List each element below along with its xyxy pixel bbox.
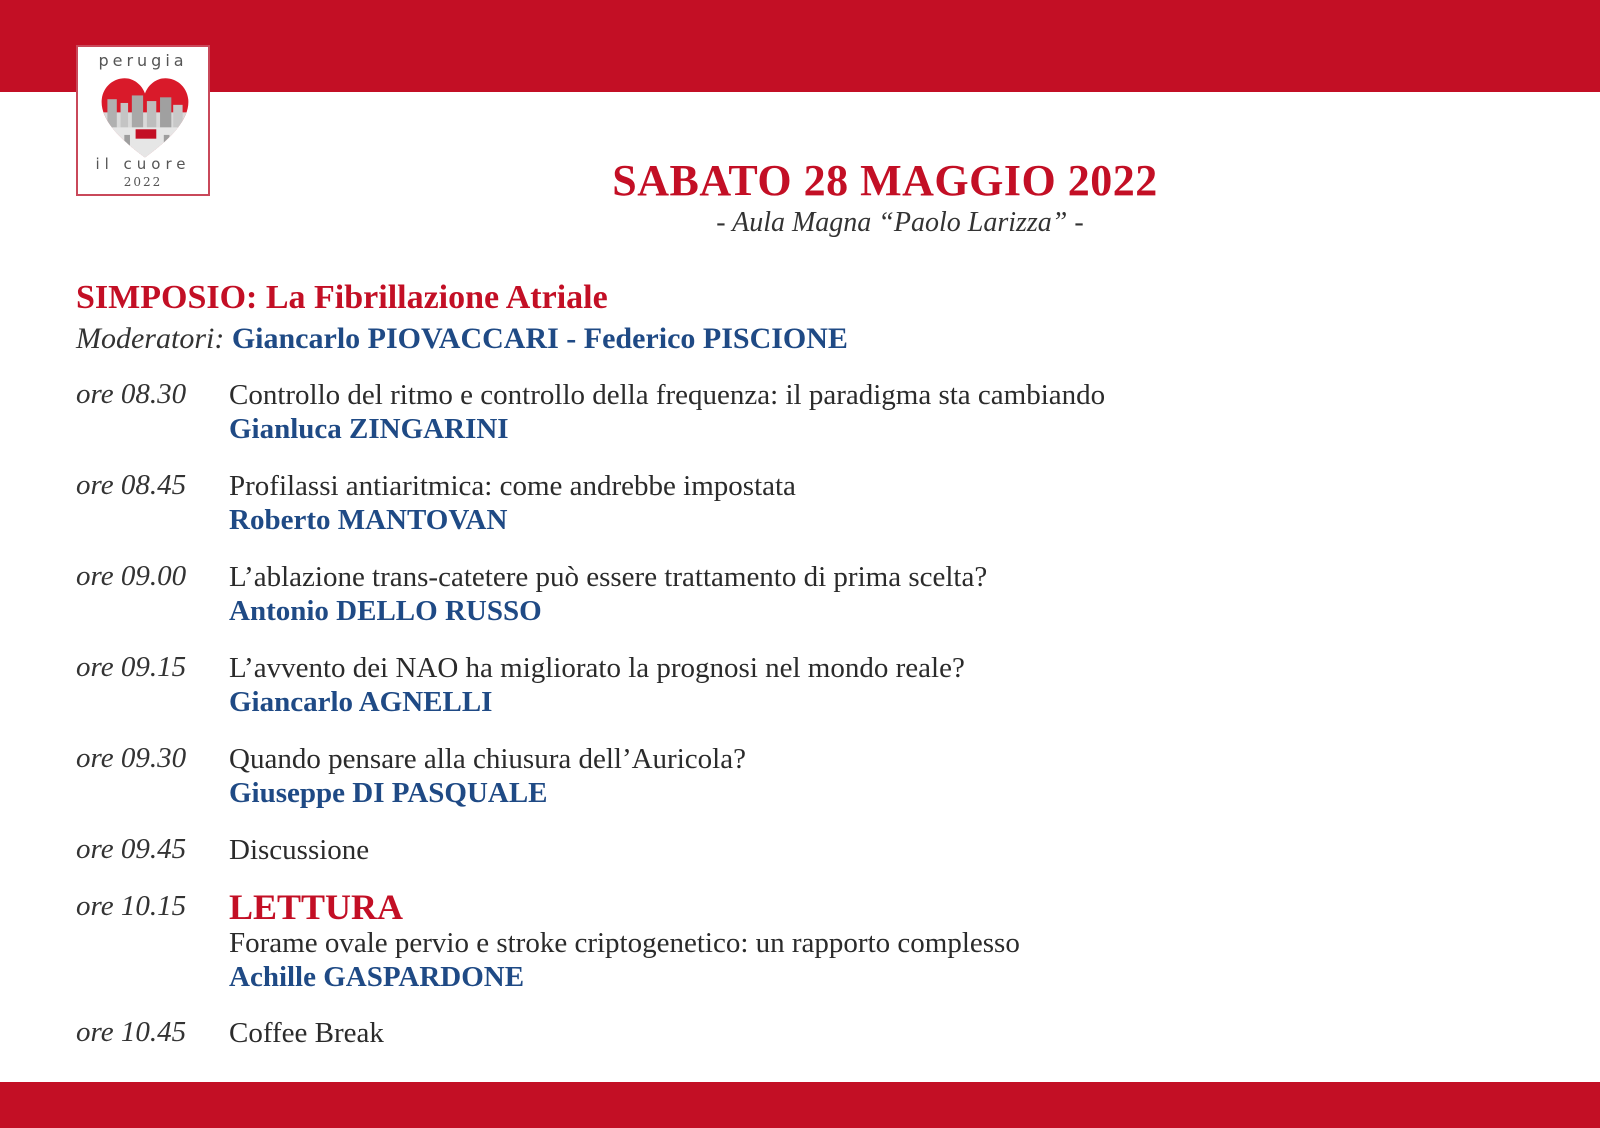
logo-top-text: perugia xyxy=(98,51,188,70)
session-time: ore 10.45 xyxy=(76,1016,187,1048)
session-title: Coffee Break xyxy=(229,1017,384,1049)
session-time: ore 09.45 xyxy=(76,833,187,865)
bottom-red-band xyxy=(0,1082,1600,1128)
event-date: SABATO 28 MAGGIO 2022 xyxy=(612,156,1158,205)
session-time: ore 08.45 xyxy=(76,469,187,501)
session-speaker: Giuseppe DI PASQUALE xyxy=(229,777,548,809)
symposium-title: SIMPOSIO: La Fibrillazione Atriale xyxy=(76,279,608,316)
session-time: ore 09.30 xyxy=(76,742,187,774)
session-speaker: Roberto MANTOVAN xyxy=(229,504,508,536)
session-title: Forame ovale pervio e stroke criptogenetico: un rapporto complesso xyxy=(229,927,1020,959)
session-speaker: Antonio DELLO RUSSO xyxy=(229,595,542,627)
session-title: Controllo del ritmo e controllo della frequenza: il paradigma sta cambiando xyxy=(229,379,1106,411)
top-red-band xyxy=(0,0,1600,92)
logo-bottom-text: il cuore xyxy=(95,155,191,173)
moderators-line xyxy=(76,322,848,356)
session-speaker: Giancarlo AGNELLI xyxy=(229,686,493,718)
lettura-heading: LETTURA xyxy=(229,887,404,927)
session-title: Discussione xyxy=(229,834,370,866)
moderators-label: Moderatori: xyxy=(76,322,225,355)
session-title: L’ablazione trans-catetere può essere trattamento di prima scelta? xyxy=(229,561,988,593)
heart-icon xyxy=(98,71,192,165)
session-speaker: Gianluca ZINGARINI xyxy=(229,413,509,445)
moderators-names: Giancarlo PIOVACCARI - Federico PISCIONE xyxy=(231,322,848,355)
session-speaker: Achille GASPARDONE xyxy=(229,961,525,993)
session-time: ore 10.15 xyxy=(76,890,187,922)
session-title: L’avvento dei NAO ha migliorato la prognosi nel mondo reale? xyxy=(229,652,965,684)
session-title: Profilassi antiaritmica: come andrebbe impostata xyxy=(229,470,796,502)
event-venue: - Aula Magna “Paolo Larizza” - xyxy=(716,207,1084,238)
session-time: ore 09.15 xyxy=(76,651,187,683)
logo-year: 2022 xyxy=(123,175,163,189)
session-time: ore 09.00 xyxy=(76,560,187,592)
session-time: ore 08.30 xyxy=(76,378,187,410)
session-title: Quando pensare alla chiusura dell’Auricola? xyxy=(229,743,746,775)
